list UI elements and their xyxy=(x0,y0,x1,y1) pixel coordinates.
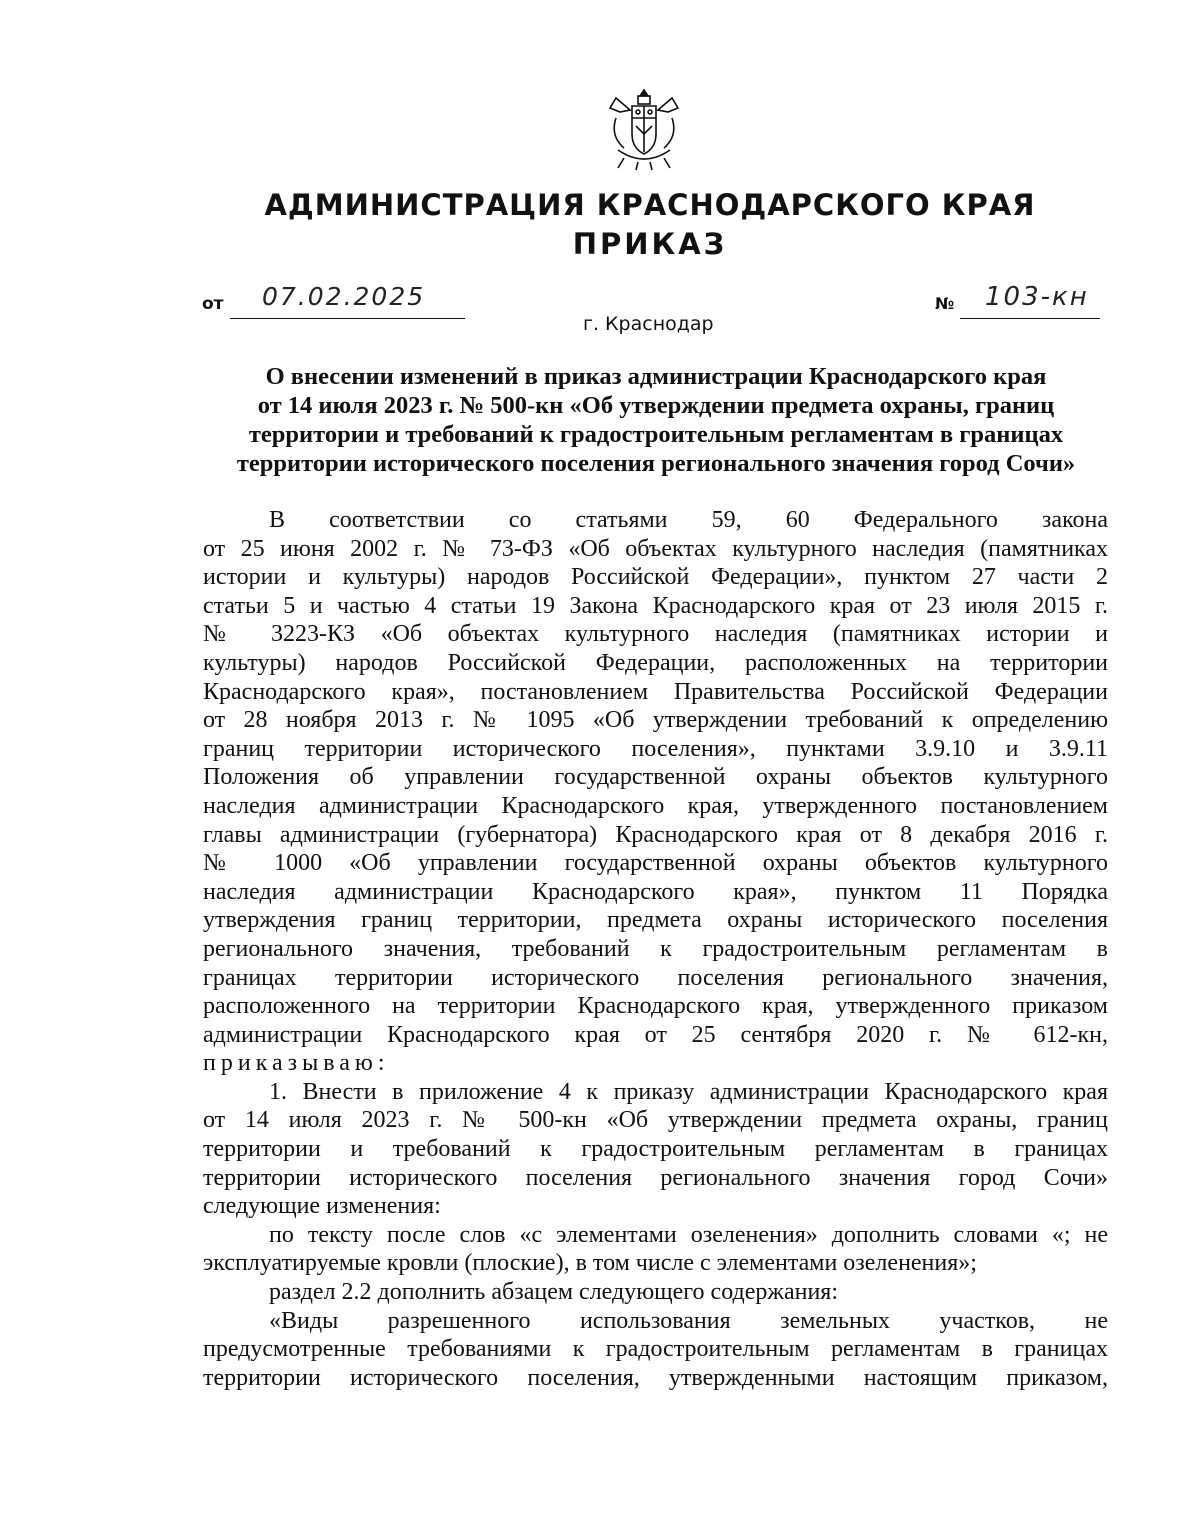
body-line: по тексту после слов «с элементами озеленения» дополнить словами «; не xyxy=(269,1221,1108,1248)
body-line: В соответствии со статьями 59, 60 Федерального закона xyxy=(269,507,1108,533)
body-line: от 14 июля 2023 г. № 500-кн «Об утверждении предмета охраны, границ xyxy=(203,1107,1108,1134)
document-type: ПРИКАЗ xyxy=(572,227,728,261)
number-value: 103-кн xyxy=(985,282,1089,312)
body-line: администрации Краснодарского края от 25 сентября 2020 г. № 612-кн, xyxy=(203,1021,1108,1048)
document-body xyxy=(203,506,1108,1392)
title-line: территории и требований к градостроительным регламентам в границах xyxy=(248,421,1064,448)
date-value: 07.02.2025 xyxy=(262,282,426,311)
body-line: главы администрации (губернатора) Краснодарского края от 8 декабря 2016 г. xyxy=(203,821,1108,848)
body-line: Краснодарского края», постановлением Правительства Российской Федерации xyxy=(203,678,1108,705)
body-line: приказываю: xyxy=(203,1050,390,1077)
body-line: регионального значения, требований к градостроительным регламентам в xyxy=(203,935,1108,962)
body-line: утверждения границ территории, предмета охраны исторического поселения xyxy=(203,907,1108,934)
document-title xyxy=(200,362,1112,478)
body-line: раздел 2.2 дополнить абзацем следующего содержания: xyxy=(269,1279,838,1306)
body-line: территории и требований к градостроительным регламентам в границах xyxy=(203,1136,1108,1163)
city: г. Краснодар xyxy=(583,313,714,335)
date-underline xyxy=(230,318,465,319)
body-line: № 3223-КЗ «Об объектах культурного наследия (памятниках истории и xyxy=(203,621,1108,648)
body-line: эксплуатируемые кровли (плоские), в том числе с элементами озеленения»; xyxy=(203,1250,977,1277)
title-line: от 14 июля 2023 г. № 500-кн «Об утверждении предмета охраны, границ xyxy=(257,392,1055,419)
body-line: наследия администрации Краснодарского края, утвержденного постановлением xyxy=(203,792,1108,819)
title-line: территории исторического поселения регионального значения город Сочи» xyxy=(236,450,1076,477)
body-line: Положения об управлении государственной охраны объектов культурного xyxy=(203,764,1108,791)
body-line: 1. Внести в приложение 4 к приказу администрации Краснодарского края xyxy=(269,1078,1108,1105)
number-underline xyxy=(960,318,1100,319)
body-line: от 28 ноября 2013 г. № 1095 «Об утверждении требований к определению xyxy=(203,707,1108,734)
body-line: предусмотренные требованиями к градостроительным регламентам в границах xyxy=(203,1336,1108,1363)
body-line: «Виды разрешенного использования земельных участков, не xyxy=(269,1307,1108,1334)
body-line: наследия администрации Краснодарского края», пунктом 11 Порядка xyxy=(203,878,1108,905)
body-line: статьи 5 и частью 4 статьи 19 Закона Краснодарского края от 23 июля 2015 г. xyxy=(203,592,1108,619)
body-line: истории и культуры) народов Российской Федерации», пунктом 27 части 2 xyxy=(203,564,1108,591)
number-label: № xyxy=(935,294,955,313)
title-line: О внесении изменений в приказ администрации Краснодарского края xyxy=(265,363,1047,390)
body-line: следующие изменения: xyxy=(203,1193,441,1220)
body-line: территории исторического поселения, утвержденными настоящим приказом, xyxy=(203,1364,1108,1391)
body-line: № 1000 «Об управлении государственной охраны объектов культурного xyxy=(203,850,1108,877)
date-label: от xyxy=(202,294,224,314)
body-line: от 25 июня 2002 г. № 73-ФЗ «Об объектах культурного наследия (памятниках xyxy=(203,535,1108,562)
body-line: расположенного на территории Краснодарского края, утвержденного приказом xyxy=(203,993,1108,1020)
body-line: территории исторического поселения регионального значения город Сочи» xyxy=(203,1164,1108,1191)
body-line: границ территории исторического поселения», пунктами 3.9.10 и 3.9.11 xyxy=(203,735,1108,762)
body-line: культуры) народов Российской Федерации, расположенных на территории xyxy=(203,649,1108,676)
body-line: границах территории исторического поселения регионального значения, xyxy=(203,964,1108,991)
organization-name: АДМИНИСТРАЦИЯ КРАСНОДАРСКОГО КРАЯ xyxy=(264,188,1036,222)
coat-of-arms-icon xyxy=(602,88,686,172)
